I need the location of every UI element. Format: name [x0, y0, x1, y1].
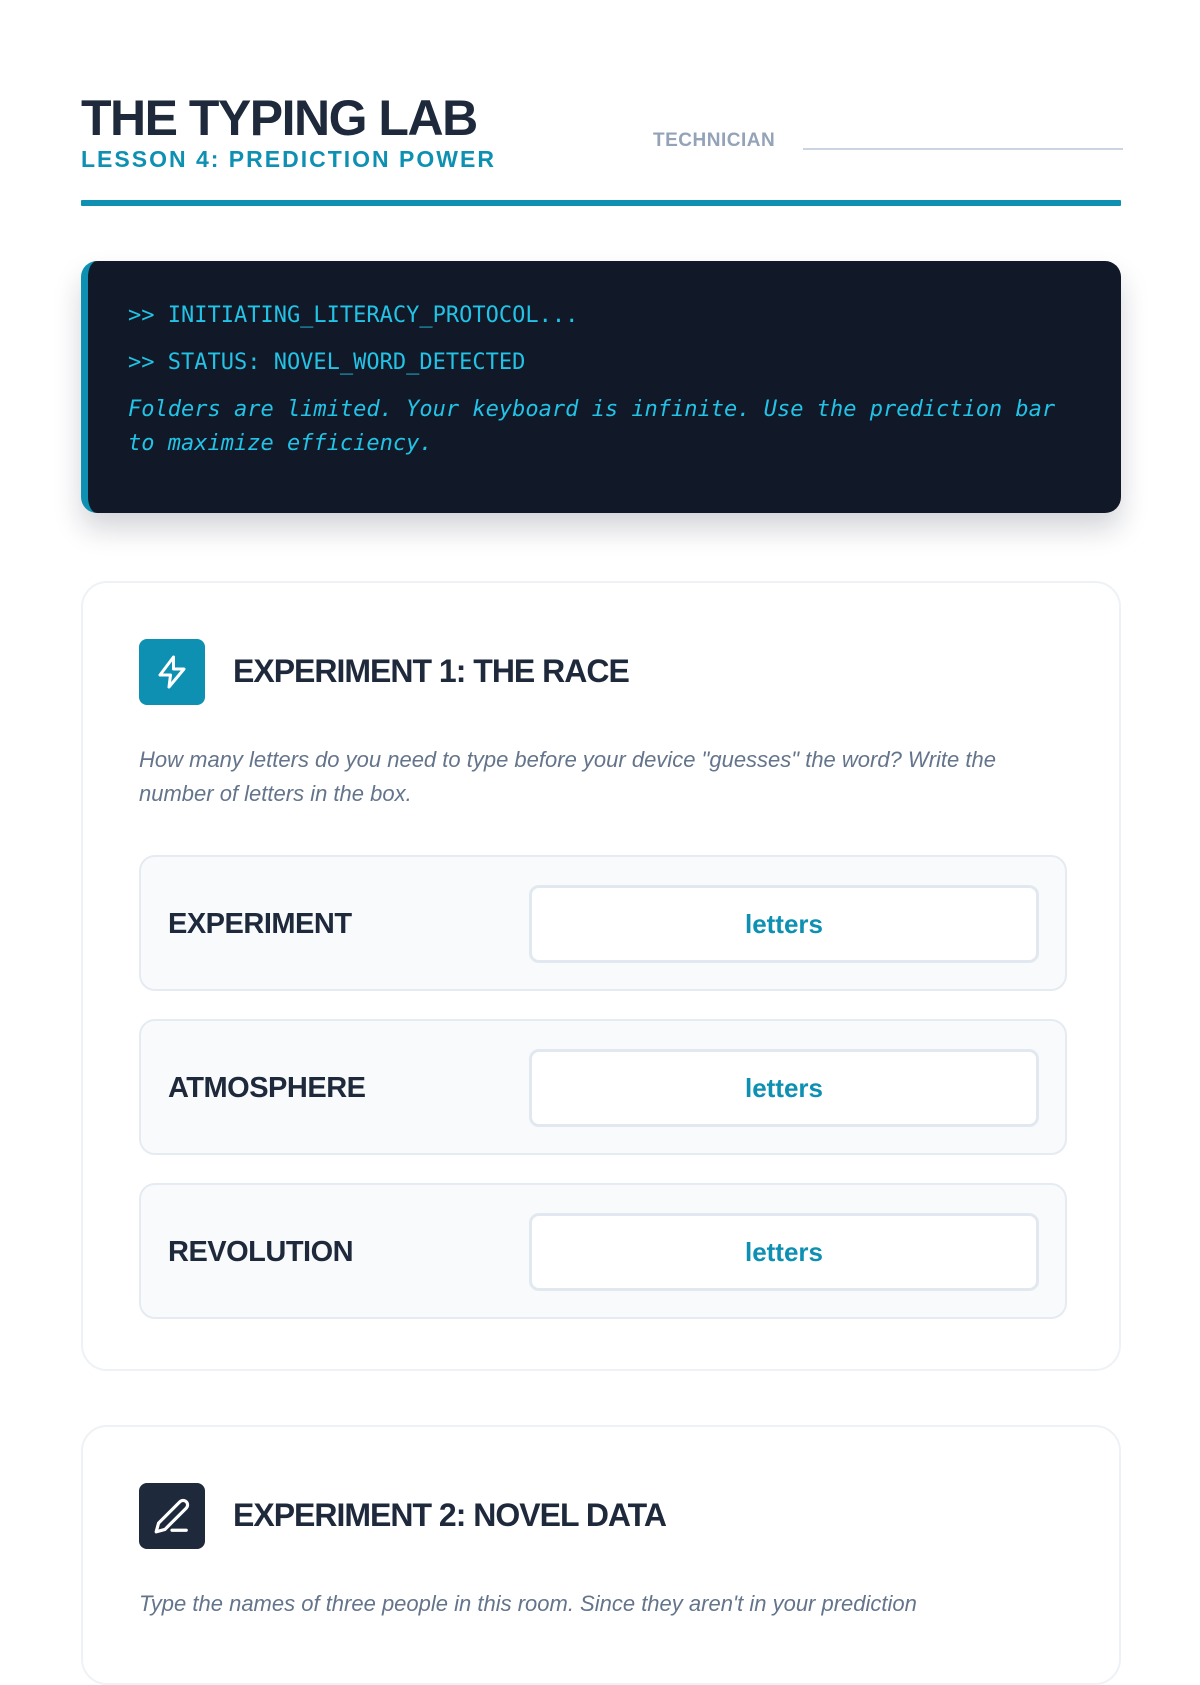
word-label: REVOLUTION	[168, 1236, 354, 1268]
lesson-subtitle: LESSON 4: PREDICTION POWER	[81, 146, 496, 172]
pencil-icon	[139, 1483, 205, 1549]
unit-label: letters	[744, 1072, 824, 1103]
experiment-1-title: EXPERIMENT 1: THE RACE	[233, 653, 629, 689]
terminal-line-2: >> STATUS: NOVEL_WORD_DETECTED	[128, 350, 526, 375]
page-title: THE TYPING LAB	[81, 90, 477, 146]
experiment-1-description: How many letters do you need to type before your device "guesses" the word? Write the number of letters in the box.	[139, 747, 996, 806]
terminal-panel	[81, 261, 1121, 513]
experiment-2-description: Type the names of three people in this room. Since they aren't in your prediction	[139, 1591, 917, 1616]
word-label: ATMOSPHERE	[168, 1072, 366, 1104]
header-divider	[81, 200, 1121, 206]
experiment-1-card	[81, 581, 1121, 1371]
experiment-2-title: EXPERIMENT 2: NOVEL DATA	[233, 1497, 666, 1533]
word-row-atmosphere	[139, 1019, 1067, 1155]
letter-count-input[interactable]	[529, 1213, 1039, 1291]
word-label: EXPERIMENT	[168, 908, 352, 940]
terminal-line-1: >> INITIATING_LITERACY_PROTOCOL...	[128, 303, 579, 328]
unit-label: letters	[744, 908, 824, 939]
letter-count-input[interactable]	[529, 885, 1039, 963]
technician-name-field[interactable]	[803, 148, 1123, 150]
technician-label: TECHNICIAN	[653, 130, 776, 151]
lightning-icon	[139, 639, 205, 705]
word-row-revolution	[139, 1183, 1067, 1319]
terminal-message: Folders are limited. Your keyboard is infinite. Use the prediction bar to maximize efficiency.	[128, 397, 1056, 456]
unit-label: letters	[744, 1236, 824, 1267]
word-row-experiment	[139, 855, 1067, 991]
page-header	[81, 80, 1121, 208]
experiment-2-card	[81, 1425, 1121, 1685]
letter-count-input[interactable]	[529, 1049, 1039, 1127]
